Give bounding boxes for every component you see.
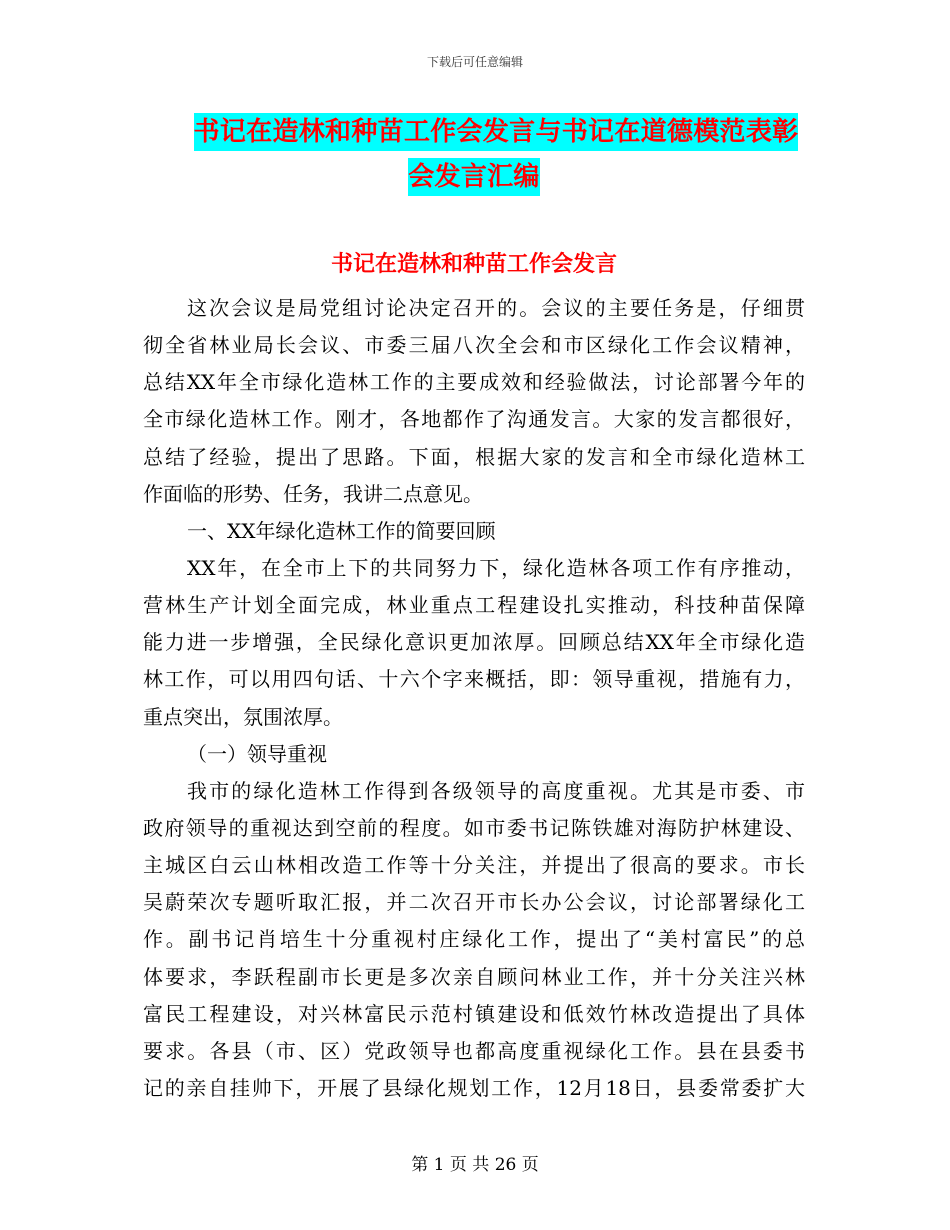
body-line: 全市绿化造林工作。刚才，各地都作了沟通发言。大家的发言都很好， (143, 407, 805, 432)
body-line: 要求。各县（市、区）党政领导也都高度重视绿化工作。县在县委书 (143, 1038, 805, 1063)
body-line: 富民工程建设，对兴林富民示范村镇建设和低效竹林改造提出了具体 (143, 1001, 805, 1026)
paragraph (143, 290, 805, 513)
body-line: 主城区白云山林相改造工作等十分关注，并提出了很高的要求。市长 (143, 853, 805, 878)
section-heading-text: 一、XX年绿化造林工作的简要回顾 (187, 518, 496, 543)
paragraph (143, 773, 805, 1107)
body-line: 重点突出，氛围浓厚。 (143, 704, 343, 729)
title-line (143, 108, 805, 153)
subsection-heading (143, 736, 805, 773)
body-line: 作。副书记肖培生十分重视村庄绿化工作，提出了“美村富民”的总 (143, 927, 805, 952)
paragraph (143, 550, 805, 736)
body-line: 营林生产计划全面完成，林业重点工程建设扎实推动，科技种苗保障 (143, 593, 805, 618)
body-line: XX年，在全市上下的共同努力下，绿化造林各项工作有序推动， (187, 555, 805, 580)
header-note: 下载后可任意编辑 (426, 55, 523, 69)
section-heading (143, 513, 805, 550)
body-line: 林工作，可以用四句话、十六个字来概括，即：领导重视，措施有力， (143, 667, 805, 692)
subsection-heading-text: （一）领导重视 (187, 741, 327, 766)
title-text: 书记在造林和种苗工作会发言与书记在道德模范表彰 (194, 113, 799, 151)
body-line: 我市的绿化造林工作得到各级领导的高度重视。尤其是市委、市 (187, 778, 805, 803)
speech-title: 书记在造林和种苗工作会发言 (330, 251, 617, 277)
body-line: 这次会议是局党组讨论决定召开的。会议的主要任务是，仔细贯 (187, 296, 805, 320)
body-line: 能力进一步增强，全民绿化意识更加浓厚。回顾总结XX年全市绿化造 (143, 630, 805, 655)
body-text (143, 290, 805, 1107)
body-line: 吴蔚荣次专题听取汇报，并二次召开市长办公会议，讨论部署绿化工 (143, 890, 805, 915)
body-line: 总结了经验，提出了思路。下面，根据大家的发言和全市绿化造林工 (143, 444, 805, 469)
title-text: 会发言汇编 (408, 158, 540, 196)
page-number: 第 1 页 共 26 页 (411, 1155, 539, 1175)
body-line: 彻全省林业局长会议、市委三届八次全会和市区绿化工作会议精神， (143, 333, 805, 358)
body-line: 作面临的形势、任务，我讲二点意见。 (143, 481, 483, 506)
title-line (143, 153, 805, 198)
body-line: 总结XX年全市绿化造林工作的主要成效和经验做法，讨论部署今年的 (143, 370, 805, 395)
body-line: 记的亲自挂帅下，开展了县绿化规划工作，12月18日，县委常委扩大 (143, 1075, 805, 1100)
body-line: 体要求，李跃程副市长更是多次亲自顾问林业工作，并十分关注兴林 (143, 964, 805, 989)
document-title (143, 108, 805, 198)
body-line: 政府领导的重视达到空前的程度。如市委书记陈铁雄对海防护林建设、 (143, 815, 805, 840)
